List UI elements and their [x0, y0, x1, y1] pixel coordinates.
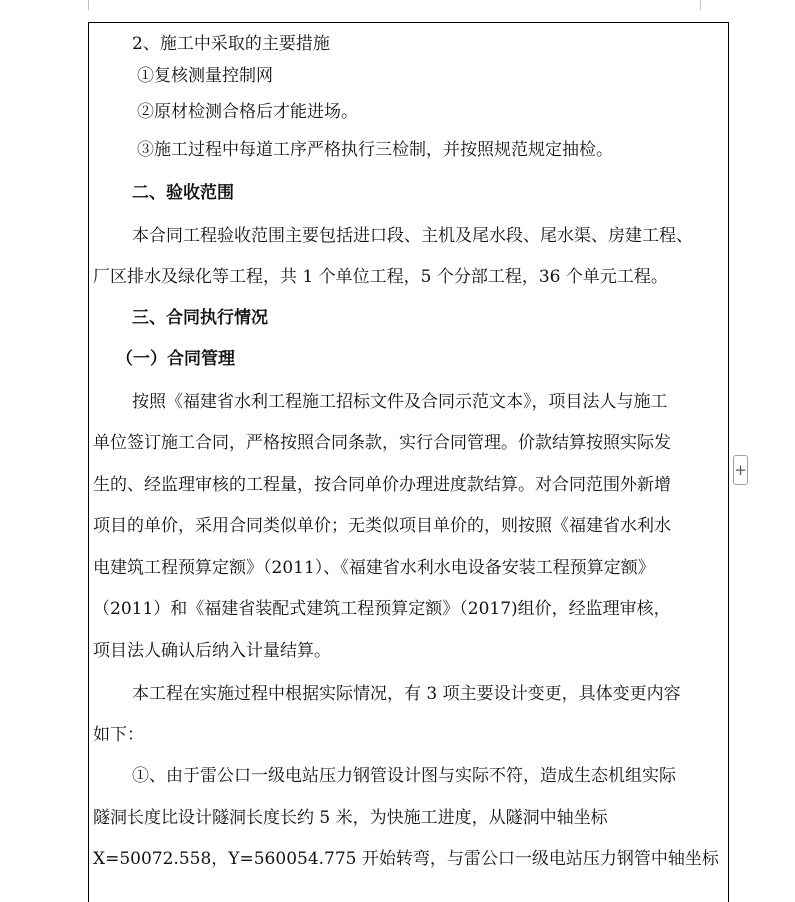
paragraph-line: 如下：	[93, 725, 144, 745]
paragraph-line: 生的、经监理审核的工程量，按合同单价办理进度款结算。对合同范围外新增	[93, 475, 671, 495]
change-item-1-line: ①、由于雷公口一级电站压力钢管设计图与实际不符，造成生态机组实际	[132, 766, 676, 786]
paragraph-line: 本合同工程验收范围主要包括进口段、主机及尾水段、尾水渠、房建工程、	[132, 226, 693, 246]
paragraph-line: 本工程在实施过程中根据实际情况，有 3 项主要设计变更，具体变更内容	[132, 684, 681, 704]
table-expand-handle[interactable]: +	[733, 455, 748, 485]
paragraph-line: 项目法人确认后纳入计量结算。	[93, 641, 331, 661]
paragraph-line: 厂区排水及绿化等工程，共 1 个单位工程，5 个分部工程，36 个单元工程。	[93, 267, 668, 287]
measure-item-3: ③施工过程中每道工序严格执行三检制，并按照规范规定抽检。	[137, 140, 613, 160]
page-margin-mark-left	[88, 0, 89, 10]
measure-item-1: ①复核测量控制网	[137, 66, 273, 86]
measure-item-2: ②原材检测合格后才能进场。	[137, 102, 358, 122]
page-margin-mark-right	[700, 0, 701, 10]
subsection-heading-contract-management: （一）合同管理	[116, 349, 235, 369]
paragraph-line: 单位签订施工合同，严格按照合同条款，实行合同管理。价款结算按照实际发	[93, 433, 671, 453]
change-item-1-line: X=50072.558，Y=560054.775 开始转弯，与雷公口一级电站压力钢管中轴坐标	[93, 849, 719, 869]
paragraph-line: 电建筑工程预算定额》（2011）、《福建省水利水电设备安装工程预算定额》	[93, 558, 655, 578]
paragraph-line: 按照《福建省水利工程施工招标文件及合同示范文本》，项目法人与施工	[132, 392, 668, 412]
subsection-title: 2、施工中采取的主要措施	[132, 34, 330, 54]
paragraph-line: 项目的单价，采用合同类似单价；无类似项目单价的，则按照《福建省水利水	[93, 516, 671, 536]
change-item-1-line: 隧洞长度比设计隧洞长度长约 5 米，为快施工进度，从隧洞中轴坐标	[93, 808, 608, 828]
section-heading-acceptance-scope: 二、验收范围	[132, 183, 234, 203]
section-heading-contract-execution: 三、合同执行情况	[132, 308, 268, 328]
paragraph-line: （2011）和《福建省装配式建筑工程预算定额》（2017)组价，经监理审核，	[93, 599, 671, 619]
